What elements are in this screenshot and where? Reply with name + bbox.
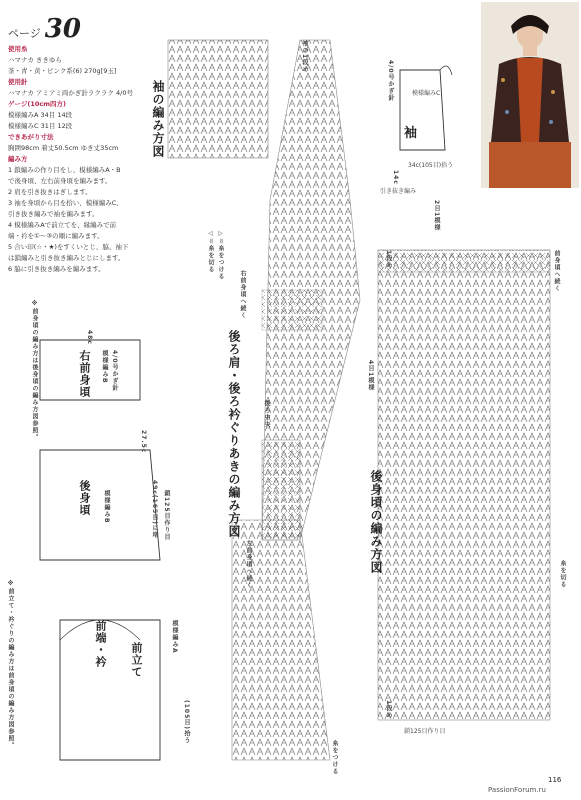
label-hook: 4/0号かぎ針	[111, 350, 118, 392]
label-pattern-b2: 模様編みB	[103, 490, 110, 524]
materials-line: 端・衿を①～③の順に編みます。	[8, 232, 104, 240]
label-start-row: 1段め	[385, 250, 392, 270]
materials-heading: 使用針	[8, 78, 28, 86]
materials-line: 模様編みC 31目 12段	[8, 122, 73, 130]
page-number-bottom: 116	[548, 776, 562, 784]
back-body-chart	[378, 250, 550, 720]
sleeve-chart	[168, 40, 268, 158]
label-left-front: 左前身頃へ続く	[245, 540, 252, 589]
label-pattern-a: 模様編みA	[171, 620, 178, 654]
materials-line: 胸囲98cm 着丈50.5cm ゆき丈35cm	[8, 144, 119, 152]
label-34c: 34c(105目)拾う	[408, 162, 454, 169]
materials-line: で後身頃、左右前身頃を編みます。	[8, 177, 112, 185]
label-start-row2: 1段め	[385, 700, 392, 720]
label-sleeve-row1: 袖の1段め	[301, 40, 308, 74]
materials-line: 1 鎖編みの作り目をし、模様編みA・B	[8, 166, 121, 174]
label-pattern-b: 模様編みB	[101, 350, 108, 384]
label-cut: 糸を切る	[559, 560, 566, 588]
materials-heading: 使用糸	[8, 45, 28, 53]
sleeve-chart-title: 袖の編み方図	[151, 80, 165, 158]
sleeve-title: 袖	[404, 126, 418, 141]
mark-attach: ▷＝糸をつける	[217, 230, 224, 281]
label-join: 2目1模様	[433, 200, 440, 232]
label-right-front: 右前身頃へ続く	[239, 270, 246, 319]
foot-note-1: ※前立て・衿ぐりの編み方は前身頃の編み方図参照。	[7, 580, 14, 749]
label-back-center: 後ろ中央	[263, 400, 270, 428]
front-collar-title: 前端・衿	[94, 620, 107, 668]
materials-line: 茶・青・黄・ピンク系(6) 270g[9玉]	[8, 67, 117, 75]
label-cast-on: 鎖125目作り目	[163, 490, 170, 541]
label-front-continue: 前身頃へ続く	[553, 250, 560, 292]
back-title: 後身頃	[78, 480, 91, 516]
label-end-row: 4目1模様	[367, 360, 374, 392]
label-49c: 49c(165目)に増	[151, 480, 158, 539]
page-prefix: ページ	[8, 27, 41, 40]
watermark: PassionForum.ru	[488, 786, 546, 794]
materials-heading: ゲージ(10cm四方)	[8, 100, 66, 108]
label-14c: 14c	[392, 170, 399, 185]
materials-line: 模様編みA 34目 14段	[8, 111, 73, 119]
label-27c: 27.5c	[140, 430, 147, 454]
shoulder-chart-title: 後ろ肩・後ろ衿ぐりあきの編み方図	[227, 330, 241, 538]
materials-line: ハマナカ ききゆら	[8, 56, 62, 64]
materials-heading: 編み方	[8, 155, 28, 163]
label-back-cast-on: 鎖125目作り目	[404, 728, 446, 735]
materials-line: 5 合い印(☆・★)をすくいとじ、脇、袖下	[8, 243, 129, 251]
label-pattern-c: 模様編みC	[412, 90, 441, 97]
label-pick: (105目)拾う	[183, 700, 190, 745]
back-body-title: 後身頃の編み方図	[369, 470, 383, 574]
materials-line: 4 模様編みAで前立てを、縁編みで前	[8, 221, 117, 229]
label-sleeve-hook: 4/0号かぎ針	[387, 60, 394, 102]
front-band-title: 前立て	[130, 642, 143, 678]
materials-line: ハマナカ アミアミ両かぎ針ラクラク 4/0号	[8, 89, 133, 97]
materials-line: は鎖編みと引き抜き編みとじにします。	[8, 254, 125, 262]
shoulder-chart	[262, 40, 360, 540]
label-attach: 糸をつける	[331, 740, 338, 775]
label-slip: 引き抜き編み	[380, 188, 417, 195]
mark-cut: ◁＝糸を切る	[207, 230, 214, 274]
materials-line: 引き抜き編みで袖を編みます。	[8, 210, 99, 218]
materials-heading: できあがり寸法	[8, 133, 54, 141]
materials-line: 2 肩を引き抜きはぎします。	[8, 188, 92, 196]
right-front-title: 右前身頃	[78, 350, 91, 398]
body-schematic	[40, 340, 160, 760]
materials-line: 3 袖を身頃から目を拾い、模様編みC、	[8, 199, 123, 207]
materials-line: 6 脇に引き抜き編みを編みます。	[8, 265, 105, 273]
label-48c: 48c	[86, 330, 93, 345]
page-number: 30	[44, 14, 81, 44]
foot-note-2: ※前身頃の編み方は後身頃の編み方図参照。	[31, 300, 38, 441]
